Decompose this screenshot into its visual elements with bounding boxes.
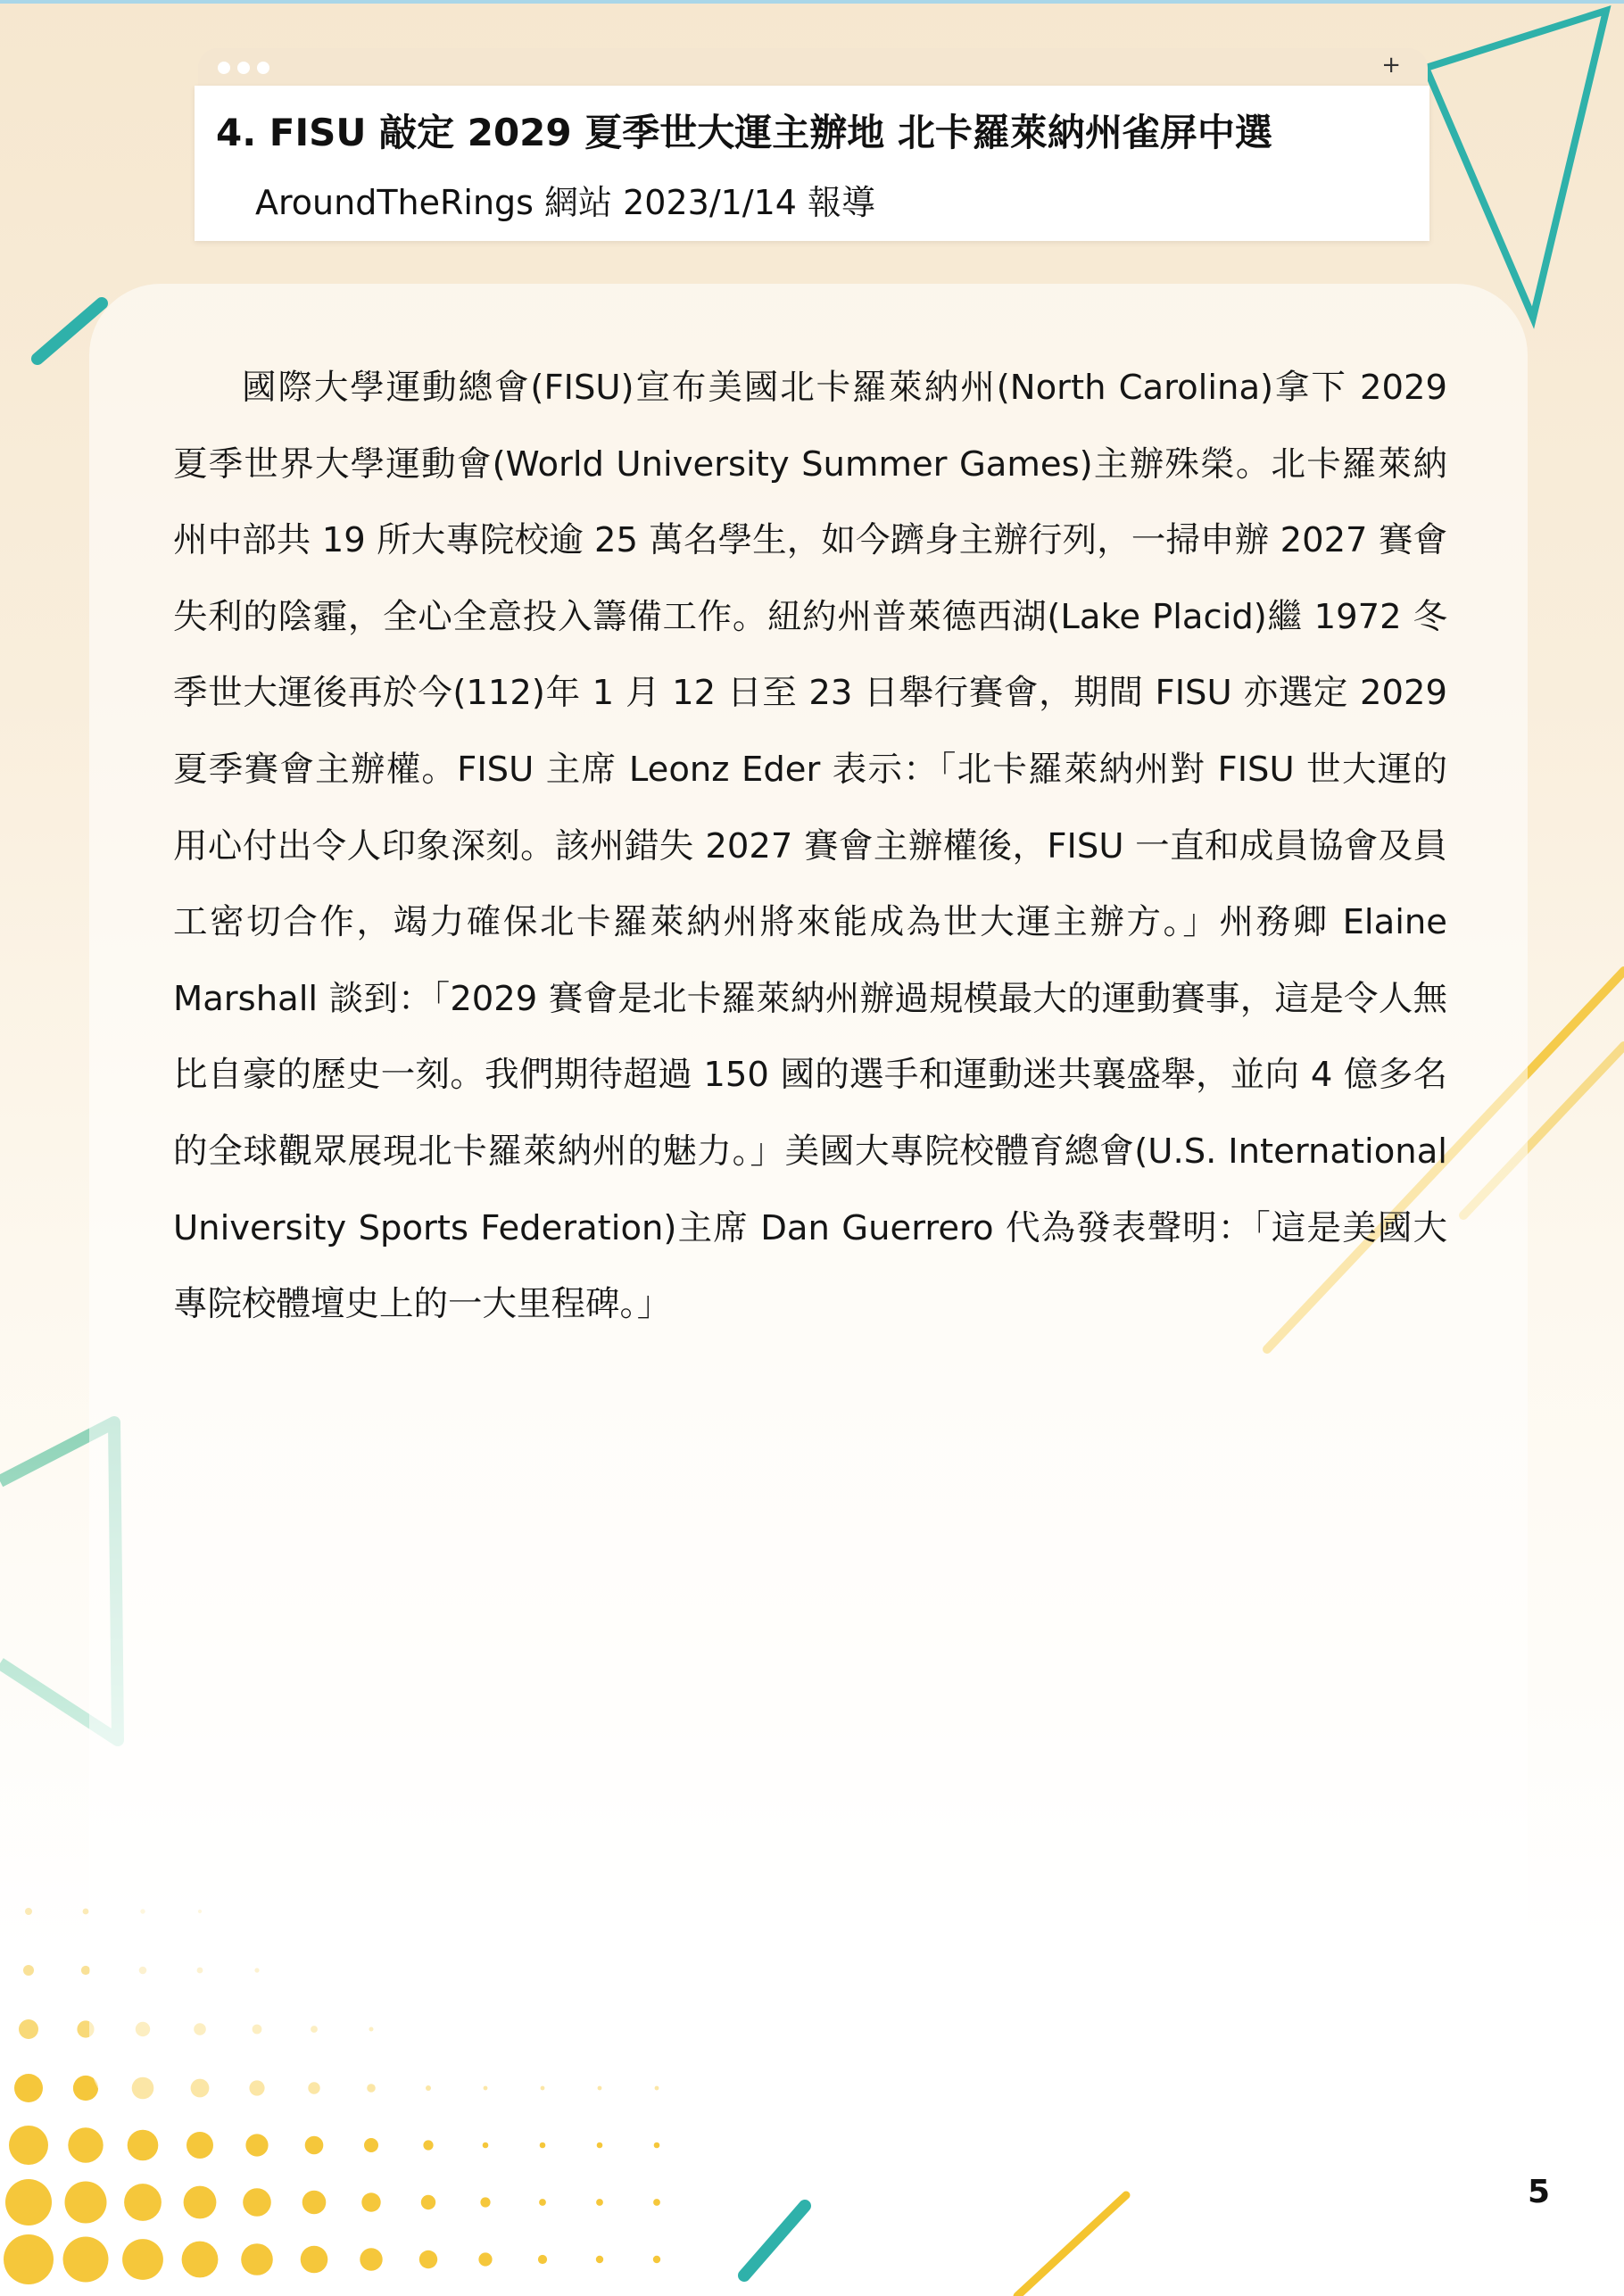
window-dot: [257, 62, 269, 74]
article-header-card: [195, 86, 1429, 241]
yellow-dot: [14, 2074, 43, 2102]
yellow-dot: [596, 2199, 603, 2206]
yellow-dot: [653, 2199, 660, 2206]
yellow-dot: [122, 2239, 163, 2280]
teal-triangle-outline: [1426, 11, 1606, 318]
page-number: 5: [1528, 2174, 1551, 2210]
yellow-dot: [478, 2252, 492, 2266]
yellow-dot: [182, 2242, 219, 2278]
yellow-dot: [364, 2138, 378, 2152]
teal-bottom-stroke: [744, 2206, 805, 2275]
yellow-dot: [19, 2019, 38, 2039]
yellow-dot: [597, 2143, 603, 2149]
yellow-dot: [124, 2184, 162, 2221]
yellow-dot: [184, 2186, 217, 2219]
yellow-dot: [245, 2134, 268, 2156]
yellow-dot: [68, 2127, 103, 2162]
yellow-dot: [653, 2256, 660, 2263]
window-dot: [218, 62, 230, 74]
yellow-dot: [83, 1909, 89, 1915]
article-body: 國際大學運動總會(FISU)宣布美國北卡羅萊納州(North Carolina)拿下 2029 夏季世界大學運動會(World University Summer Games)主辦殊榮。北卡羅萊納州中部共 19 所大專院校逾 25 萬名學生，如今躋身主辦行列，一掃申辦 2027 賽會失利的陰霾，全心全意投入籌備工作。紐約州普萊德西湖(Lake Placid)繼 1972 冬季世大運後再於今(112)年 1 月 12 日至 23 日舉行賽會，期間 FISU 亦選定 2029 夏季賽會主辦權。FISU 主席 Leonz Eder 表示：「北卡羅萊納州對 FISU 世大運的用心付出令人印象深刻。該州錯失 2027 賽會主辦權後，FISU 一直和成員協會及員工密切合作，竭力確保北卡羅萊納州將來能成為世大運主辦方。」州務卿 Elaine Marshall 談到：「2029 賽會是北卡羅萊納州辦過規模最大的運動賽事，這是令人無比自豪的歷史一刻。我們期待超過 150 國的選手和運動迷共襄盛舉，並向 4 億多名的全球觀眾展現北卡羅萊納州的魅力。」美國大專院校體育總會(U.S. International University Sports Federation)主席 Dan Guerrero 代為發表聲明：「這是美國大專院校體壇史上的一大里程碑。」: [173, 368, 1447, 1325]
plus-icon: +: [1381, 52, 1401, 79]
yellow-dot: [302, 2191, 327, 2215]
yellow-dot: [421, 2195, 435, 2209]
yellow-dot: [483, 2143, 489, 2149]
yellow-dot: [63, 2237, 109, 2283]
yellow-dot: [305, 2136, 324, 2155]
yellow-dot: [25, 1908, 32, 1915]
yellow-dot: [23, 1965, 34, 1976]
yellow-dot: [243, 2188, 271, 2217]
yellow-dot: [128, 2130, 159, 2161]
yellow-dot: [539, 2199, 546, 2206]
yellow-dot: [65, 2182, 107, 2224]
yellow-dot: [9, 2126, 48, 2165]
yellow-dot: [480, 2197, 490, 2207]
yellow-dot: [423, 2140, 433, 2150]
yellow-bottom-stroke: [1017, 2195, 1126, 2296]
yellow-dot: [5, 2179, 52, 2226]
window-dot: [237, 62, 250, 74]
yellow-dot: [596, 2256, 603, 2263]
yellow-dot: [540, 2143, 546, 2149]
yellow-dot: [4, 2234, 54, 2284]
yellow-dot: [186, 2132, 213, 2159]
yellow-dot: [360, 2248, 382, 2270]
yellow-dot: [301, 2246, 328, 2274]
article-title: 4. FISU 敲定 2029 夏季世大運主辦地 北卡羅萊納州雀屏中選: [216, 111, 1272, 154]
yellow-dot: [654, 2143, 660, 2149]
yellow-dot: [538, 2255, 547, 2264]
yellow-dot: [361, 2192, 380, 2211]
article-source: AroundTheRings 網站 2023/1/14 報導: [255, 183, 876, 222]
yellow-dot: [419, 2250, 437, 2268]
yellow-dot: [241, 2243, 273, 2275]
window-title-bar: [198, 48, 1428, 89]
window-dots: [218, 62, 269, 74]
